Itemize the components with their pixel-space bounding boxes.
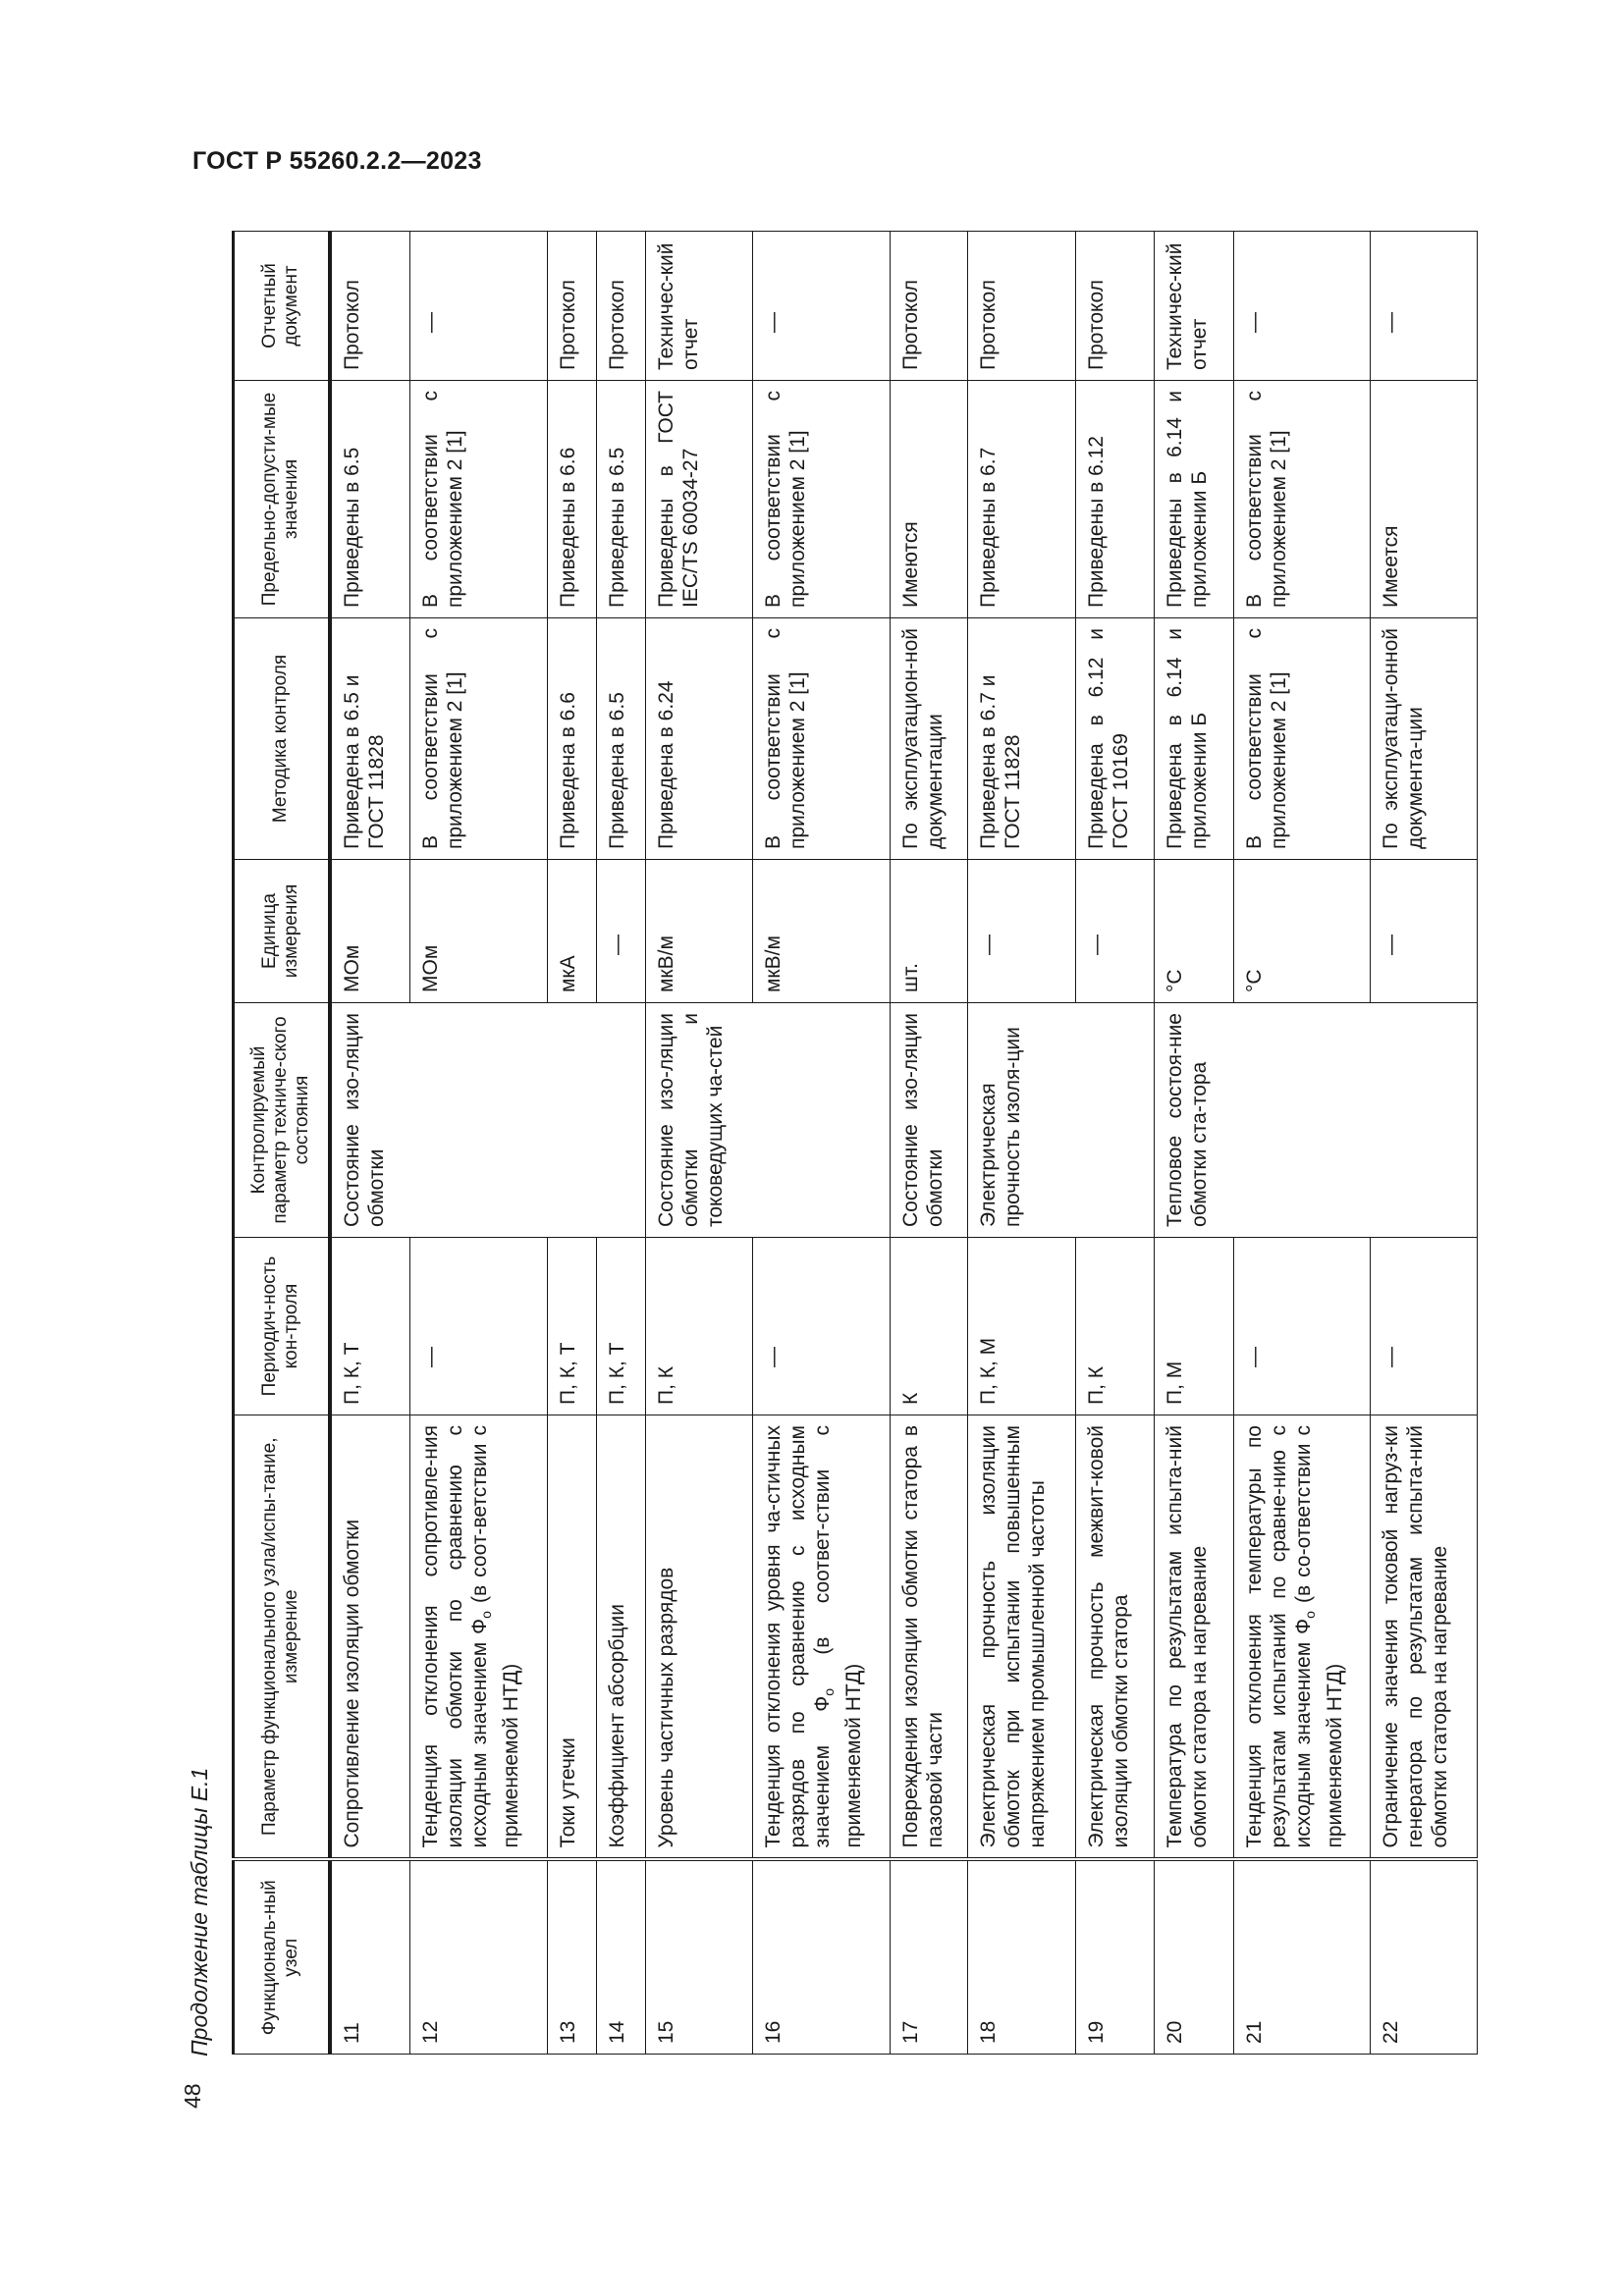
row-report: — xyxy=(410,232,548,381)
header-controlled: Контролируемый параметр техниче-ского состояния xyxy=(234,1003,330,1238)
header-row xyxy=(234,232,330,2055)
row-number: 19 xyxy=(1076,1860,1155,2055)
row-parameter: Коэффициент абсорбции xyxy=(597,1415,646,1860)
row-unit: мкА xyxy=(548,860,597,1003)
row-number: 15 xyxy=(646,1860,753,2055)
row-unit: — xyxy=(597,860,646,1003)
row-number: 13 xyxy=(548,1860,597,2055)
row-controlled: Электрическая прочность изоля-ции xyxy=(968,1003,1155,1238)
row-limits: Приведены в 6.7 xyxy=(968,381,1076,618)
row-report: Протокол xyxy=(330,232,410,381)
row-controlled: Состояние изо-ляции обмотки xyxy=(330,1003,646,1238)
row-unit: МОм xyxy=(410,860,548,1003)
table-row xyxy=(891,232,968,2055)
row-report: — xyxy=(753,232,891,381)
row-report: Протокол xyxy=(1076,232,1155,381)
row-parameter: Повреждения изоляции обмотки статора в пазовой части xyxy=(891,1415,968,1860)
row-limits: Приведены в 6.12 xyxy=(1076,381,1155,618)
row-parameter: Электрическая прочность межвит-ковой изоляции обмотки статора xyxy=(1076,1415,1155,1860)
header-parameter: Параметр функционального узла/испы-тание, измерение xyxy=(234,1415,330,1860)
row-method: В соответствии с приложением 2 [1] xyxy=(410,618,548,860)
row-number: 17 xyxy=(891,1860,968,2055)
row-limits: Имеется xyxy=(1371,381,1478,618)
row-periodicity: П, К, Т xyxy=(330,1238,410,1415)
row-periodicity: — xyxy=(1234,1238,1371,1415)
row-unit: мкВ/м xyxy=(646,860,753,1003)
row-limits: В соответствии с приложением 2 [1] xyxy=(1234,381,1371,618)
row-limits: Приведены в 6.6 xyxy=(548,381,597,618)
table-row xyxy=(968,232,1076,2055)
header-limits: Предельно-допусти-мые значения xyxy=(234,381,330,618)
row-parameter: Электрическая прочность изоляции обмоток при испытании повышенным напряжением промышленной частоты xyxy=(968,1415,1076,1860)
row-report: — xyxy=(1234,232,1371,381)
row-periodicity: П, К, М xyxy=(968,1238,1076,1415)
row-method: По эксплуатаци-онной документа-ции xyxy=(1371,618,1478,860)
row-limits: В соответствии с приложением 2 [1] xyxy=(753,381,891,618)
row-unit: — xyxy=(1076,860,1155,1003)
row-parameter: Сопротивление изоляции обмотки xyxy=(330,1415,410,1860)
row-method: В соответствии с приложением 2 [1] xyxy=(1234,618,1371,860)
row-periodicity: — xyxy=(753,1238,891,1415)
row-periodicity: П, М xyxy=(1155,1238,1234,1415)
row-limits: В соответствии с приложением 2 [1] xyxy=(410,381,548,618)
row-report: Протокол xyxy=(597,232,646,381)
row-number: 11 xyxy=(330,1860,410,2055)
table-e1-continuation xyxy=(232,232,1476,2055)
row-unit: — xyxy=(1371,860,1478,1003)
row-method: По эксплуатацион-ной документации xyxy=(891,618,968,860)
header-report: Отчетный документ xyxy=(234,232,330,381)
row-number: 20 xyxy=(1155,1860,1234,2055)
row-report: Протокол xyxy=(548,232,597,381)
row-number: 21 xyxy=(1234,1860,1371,2055)
monitoring-table xyxy=(232,231,1478,2055)
row-method: Приведена в 6.14 и приложении Б xyxy=(1155,618,1234,860)
row-report: Протокол xyxy=(968,232,1076,381)
table-row xyxy=(330,232,410,2055)
row-report: Техничес-кий отчет xyxy=(646,232,753,381)
row-number: 16 xyxy=(753,1860,891,2055)
header-node: Функциональ-ный узел xyxy=(234,1860,330,2055)
row-parameter: Температура по результатам испыта-ний обмотки статора на нагревание xyxy=(1155,1415,1234,1860)
row-periodicity: — xyxy=(410,1238,548,1415)
row-number: 12 xyxy=(410,1860,548,2055)
row-method: Приведена в 6.5 xyxy=(597,618,646,860)
row-parameter: Ограничение значения токовой нагруз-ки генератора по результатам испыта-ний обмотки статора на нагревание xyxy=(1371,1415,1478,1860)
row-periodicity: П, К xyxy=(646,1238,753,1415)
row-unit: °С xyxy=(1234,860,1371,1003)
row-unit: — xyxy=(968,860,1076,1003)
row-periodicity: — xyxy=(1371,1238,1478,1415)
row-periodicity: П, К, Т xyxy=(597,1238,646,1415)
row-method: Приведена в 6.7 и ГОСТ 11828 xyxy=(968,618,1076,860)
row-periodicity: П, К xyxy=(1076,1238,1155,1415)
row-report: Протокол xyxy=(891,232,968,381)
row-number: 22 xyxy=(1371,1860,1478,2055)
row-periodicity: К xyxy=(891,1238,968,1415)
row-controlled: Состояние изо-ляции обмотки и токоведущих ча-стей xyxy=(646,1003,891,1238)
row-limits: Приведены в 6.5 xyxy=(330,381,410,618)
header-periodicity: Периодич-ность кон-троля xyxy=(234,1238,330,1415)
row-limits: Приведены в 6.14 и приложении Б xyxy=(1155,381,1234,618)
row-unit: мкВ/м xyxy=(753,860,891,1003)
row-limits: Приведены в ГОСТ IEC/TS 60034-27 xyxy=(646,381,753,618)
row-controlled: Тепловое состоя-ние обмотки ста-тора xyxy=(1155,1003,1478,1238)
table-row xyxy=(646,232,753,2055)
row-parameter: Тенденция отклонения сопротивле-ния изоляции обмотки по сравнению с исходным значением $Ф_о$ (в соот-ветствии с применяемой НТД) xyxy=(410,1415,548,1860)
standard-designation: ГОСТ Р 55260.2.2—2023 xyxy=(192,147,482,175)
row-unit: шт. xyxy=(891,860,968,1003)
row-method: Приведена в 6.6 xyxy=(548,618,597,860)
row-parameter: Тенденция отклонения уровня ча-стичных разрядов по сравнению с исходным значением $Ф_о$ (в соответ-ствии с применяемой НТД) xyxy=(753,1415,891,1860)
row-parameter: Тенденция отклонения температуры по результатам испытаний по сравне-нию с исходным значением $Ф_о$ (в со-ответствии с применяемой НТД) xyxy=(1234,1415,1371,1860)
row-unit: МОм xyxy=(330,860,410,1003)
table-row xyxy=(1155,232,1234,2055)
row-number: 18 xyxy=(968,1860,1076,2055)
row-unit: °С xyxy=(1155,860,1234,1003)
row-controlled: Состояние изо-ляции обмотки xyxy=(891,1003,968,1238)
row-limits: Приведены в 6.5 xyxy=(597,381,646,618)
row-method: Приведена в 6.5 и ГОСТ 11828 xyxy=(330,618,410,860)
row-limits: Имеются xyxy=(891,381,968,618)
row-report: Техничес-кий отчет xyxy=(1155,232,1234,381)
page-number: 48 xyxy=(180,2083,205,2109)
row-parameter: Токи утечки xyxy=(548,1415,597,1860)
row-number: 14 xyxy=(597,1860,646,2055)
header-unit: Единица измерения xyxy=(234,860,330,1003)
row-parameter: Уровень частичных разрядов xyxy=(646,1415,753,1860)
row-method: Приведена в 6.12 и ГОСТ 10169 xyxy=(1076,618,1155,860)
row-periodicity: П, К, Т xyxy=(548,1238,597,1415)
row-method: Приведена в 6.24 xyxy=(646,618,753,860)
table-caption: Продолжение таблицы Е.1 xyxy=(187,1767,212,2056)
row-report: — xyxy=(1371,232,1478,381)
header-method: Методика контроля xyxy=(234,618,330,860)
row-method: В соответствии с приложением 2 [1] xyxy=(753,618,891,860)
